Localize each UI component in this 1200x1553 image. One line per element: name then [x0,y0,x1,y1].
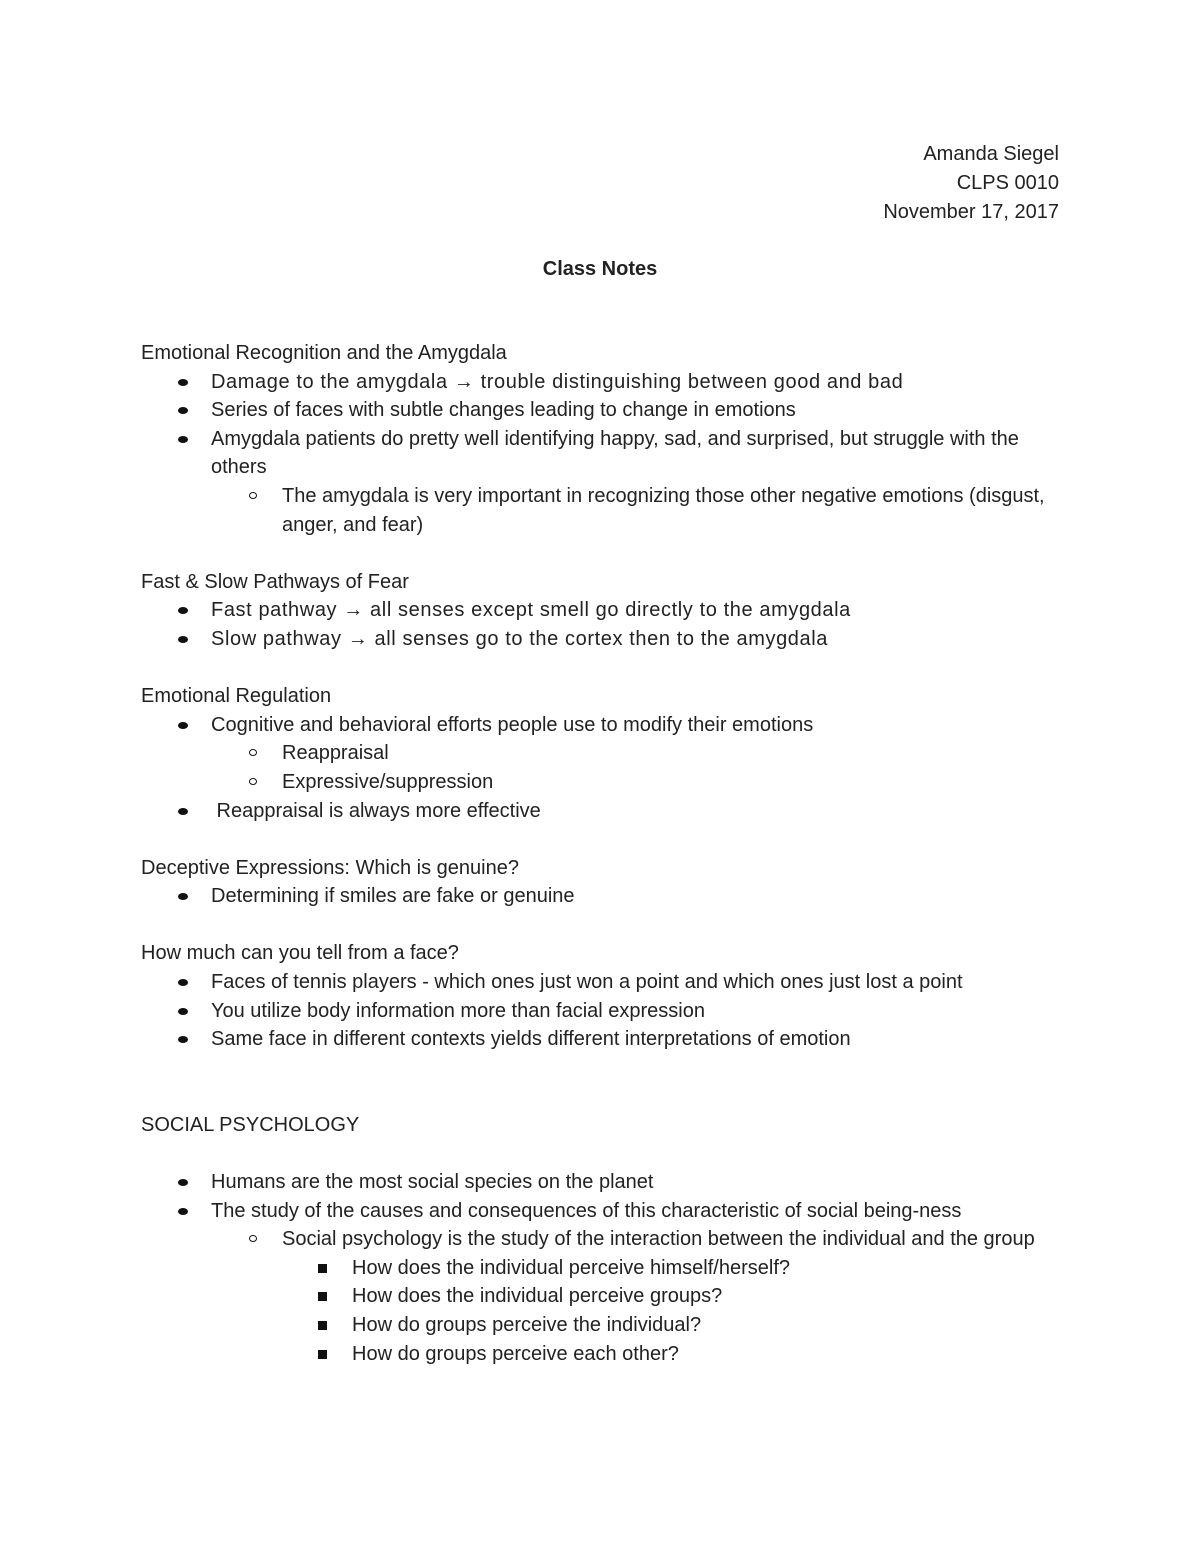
bullet-icon [178,436,188,443]
document-title: Class Notes [542,258,658,280]
bullet-icon [178,893,188,900]
section-heading-face: How much can you tell from a face? [141,942,459,965]
author-name: Amanda Siegel [923,143,1059,165]
list-item: Fast pathway → all senses except smell go directly to the amygdala [141,596,1061,625]
list-item: Slow pathway → all senses go to the cortex then to the amygdala [141,625,1061,654]
list-item: Damage to the amygdala → trouble distinguishing between good and bad [141,368,1061,397]
section-heading-fear: Fast & Slow Pathways of Fear [141,570,409,593]
bullet-icon [178,808,188,815]
bullet-list [141,711,1061,740]
list-item: The amygdala is very important in recognizing those other negative emotions (disgust, anger, and fear) [141,482,1061,539]
square-bullet-icon [318,1350,327,1359]
document-header [559,140,1059,227]
list-item: Determining if smiles are fake or genuine [141,882,1061,911]
bullet-icon [178,379,188,386]
bullet-list [141,882,1061,911]
bullet-icon [178,636,188,643]
list-item: How do groups perceive each other? [141,1340,1061,1369]
list-item: Amygdala patients do pretty well identifying happy, sad, and surprised, but struggle with the others [141,425,1061,482]
bullet-icon [178,1179,188,1186]
section-heading-regulation: Emotional Regulation [141,685,332,708]
list-item: How does the individual perceive himself/herself? [141,1254,1061,1283]
section-heading-deceptive: Deceptive Expressions: Which is genuine? [141,856,519,879]
section-heading-amygdala: Emotional Recognition and the Amygdala [141,342,507,364]
bullet-list [141,596,1061,653]
sub-bullet-list [141,739,1061,796]
bullet-icon [178,607,188,614]
list-item: Same face in different contexts yields different interpretations of emotion [141,1025,1061,1054]
course-code: CLPS 0010 [956,172,1059,194]
square-bullet-icon [318,1292,327,1301]
list-item: Reappraisal is always more effective [141,797,1061,826]
list-item: Series of faces with subtle changes leading to change in emotions [141,396,1061,425]
bullet-icon [178,1036,188,1043]
circle-bullet-icon [249,778,257,785]
bullet-list [141,968,1061,1054]
section-heading-social: SOCIAL PSYCHOLOGY [141,1113,360,1136]
bullet-list [141,1168,1061,1225]
circle-bullet-icon [249,749,257,756]
list-item: Cognitive and behavioral efforts people use to modify their emotions [141,711,1061,740]
sub-bullet-list [141,482,1061,539]
list-item: How do groups perceive the individual? [141,1311,1061,1340]
sub-sub-bullet-list [141,1254,1061,1368]
circle-bullet-icon [249,492,257,499]
document-date: November 17, 2017 [883,201,1059,223]
list-item: The study of the causes and consequences of this characteristic of social being-ness [141,1197,1061,1226]
list-item: Social psychology is the study of the interaction between the individual and the group [141,1225,1061,1254]
document-body [141,339,1061,1368]
list-item: Reappraisal [141,739,1061,768]
circle-bullet-icon [249,1235,257,1242]
bullet-icon [178,979,188,986]
bullet-icon [178,722,188,729]
sub-bullet-list [141,1225,1061,1254]
list-item: You utilize body information more than facial expression [141,997,1061,1026]
list-item: Humans are the most social species on the planet [141,1168,1061,1197]
bullet-icon [178,1208,188,1215]
list-item: Expressive/suppression [141,768,1061,797]
bullet-list [141,797,1061,826]
bullet-icon [178,1008,188,1015]
square-bullet-icon [318,1264,327,1273]
bullet-list [141,368,1061,482]
bullet-icon [178,407,188,414]
list-item: How does the individual perceive groups? [141,1282,1061,1311]
list-item: Faces of tennis players - which ones just won a point and which ones just lost a point [141,968,1061,997]
square-bullet-icon [318,1321,327,1330]
